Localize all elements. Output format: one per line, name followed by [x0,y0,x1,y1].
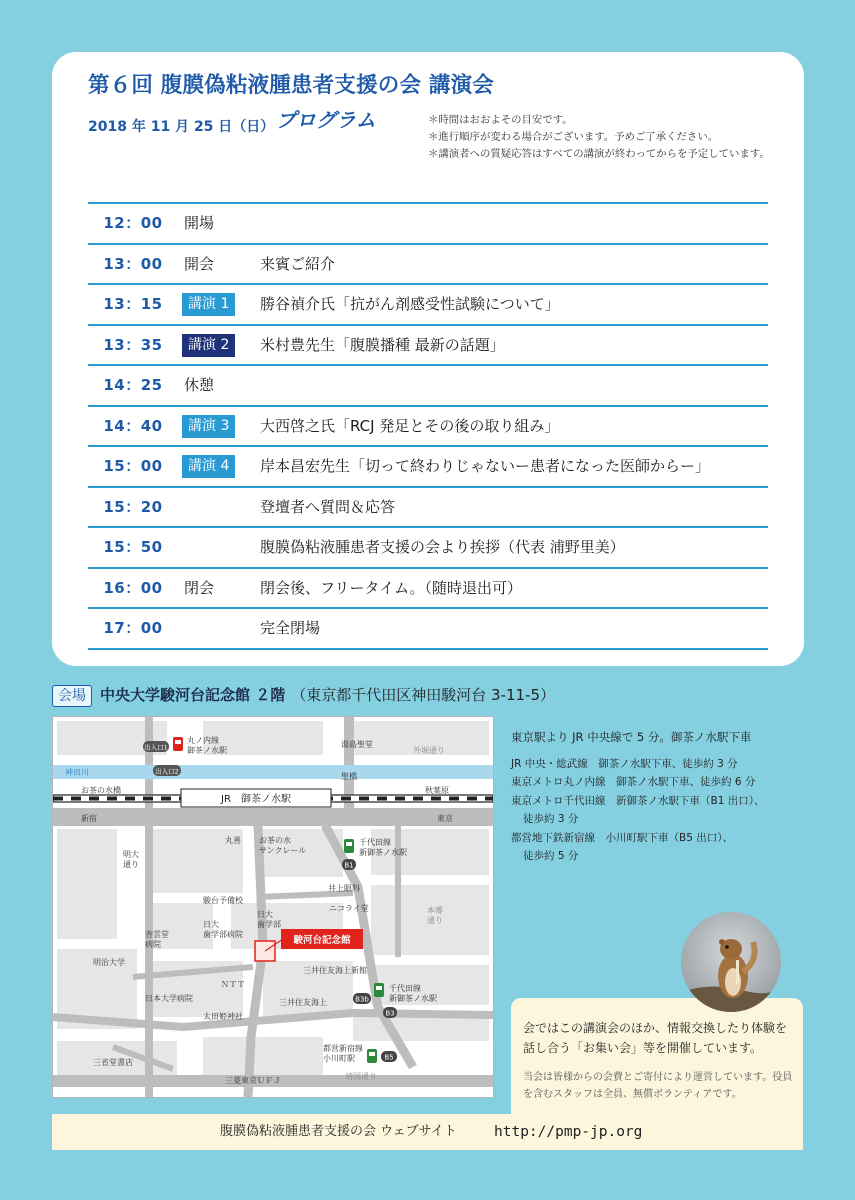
lecture-badge: 講演 2 [182,334,235,357]
map-label: 日大 [203,920,219,929]
map-label-b3b: B3b [355,995,369,1004]
map-label: お茶の水橋 [81,786,121,795]
event-title: 第６回 腹膜偽粘液腫患者支援の会 講演会 [88,73,494,98]
schedule-label: 開場 [184,214,215,232]
schedule-time: 13：00 [103,254,163,273]
map-label: 新御茶ノ水駅 [359,848,407,857]
map-label-exit2: 出入口2 [155,767,179,776]
map-label: ＮＴＴ [221,980,245,989]
info-box [511,998,803,1116]
map-label: 湯島聖堂 [341,740,373,749]
access-line: 都営地下鉄新宿線 小川町駅下車（B5 出口）、 [511,831,733,844]
schedule-time: 13：15 [103,295,163,313]
schedule-time: 17：00 [103,619,163,637]
train-icon [367,1049,377,1063]
map-label: ニコライ堂 [329,904,369,913]
map-label: 小川町駅 [323,1054,355,1063]
schedule-label: 開会 [184,254,215,273]
squirrel-photo [681,912,781,1012]
schedule-row [88,609,768,650]
schedule-time: 14：40 [103,416,163,435]
map-label: 歯学部病院 [203,930,243,939]
schedule-row [88,366,768,407]
schedule-time: 15：20 [103,497,163,516]
schedule-row [88,447,768,488]
schedule-text: 閉会後、フリータイム。（随時退出可） [260,578,523,597]
map-label: 杏雲堂 [145,930,169,939]
access-line: 徒歩約 3 分 [523,813,579,825]
map-label: 秋葉原 [425,786,449,795]
map-label: 歯学部 [257,920,281,929]
map-label: 通り [427,916,443,925]
schedule-row [88,285,768,326]
train-icon [374,983,384,997]
access-line: 東京メトロ丸ノ内線 御茶ノ水駅下車、徒歩約 6 分 [511,776,756,788]
map-label: 丸善 [225,836,241,845]
note-item: ＊進行順序が変わる場合がございます。予めご了承ください。 [428,131,719,143]
schedule-label: 休憩 [184,376,215,394]
schedule-row [88,528,768,569]
map-label: 通り [123,860,139,869]
map-label: お茶の水 [259,836,291,845]
schedule-row [88,569,768,610]
event-date: 2018 年 11 月 25 日（日） [88,119,275,135]
venue-map-label: 駿河台記念館 [293,935,351,946]
train-icon [173,737,183,751]
access-line: JR 中央・総武線 御茶ノ水駅下車、徒歩約 3 分 [511,757,738,770]
venue-line [52,684,555,707]
map-label: 新御茶ノ水駅 [389,994,437,1003]
map-label: 明治大学 [93,958,125,967]
map-label: 聖橋 [341,772,357,781]
website-label: 腹膜偽粘液腫患者支援の会 ウェブサイト [220,1124,457,1139]
note-item: ＊時間はおおよその目安です。 [428,114,573,126]
map-label: 井上眼科 [328,884,360,893]
access-line: 東京メトロ千代田線 新御茶ノ水駅下車（B1 出口）、 [511,794,765,807]
venue-map [52,716,494,1098]
map-label: 東京 [437,814,453,823]
schedule-table [88,202,768,650]
schedule-text: 登壇者へ質問＆応答 [260,497,396,516]
map-label: 明大 [123,850,139,859]
map-label: 日本大学病院 [145,994,193,1003]
schedule-row [88,204,768,245]
note-item: ＊講演者への質疑応答はすべての講演が終わってからを予定しています。 [428,148,770,160]
map-label-jr: JR 御茶ノ水駅 [221,794,291,805]
schedule-time: 12：00 [103,214,163,232]
lecture-badge: 講演 4 [182,455,235,478]
schedule-text: 腹膜偽粘液腫患者支援の会より挨拶（代表 浦野里美） [260,538,625,556]
venue-tag: 会場 [52,685,92,707]
schedule-text: 米村豊先生「腹膜播種 最新の話題」 [260,335,505,354]
schedule-time: 15：50 [103,538,163,556]
schedule-notes [428,112,800,163]
website-url[interactable]: http://pmp-jp.org [494,1124,643,1140]
schedule-row [88,407,768,448]
program-heading: プログラム [276,108,376,132]
info-main: 会ではこの講演会のほか、情報交換したり体験を話し合う「お集い会」等を開催しています。 [523,1021,788,1055]
map-label: 神田川 [65,768,89,777]
schedule-text: 勝谷禎介氏「抗がん剤感受性試験について」 [260,295,560,313]
schedule-row [88,245,768,286]
map-label: 病院 [145,940,161,949]
access-lead: 東京駅より JR 中央線で 5 分。御茶ノ水駅下車 [511,730,752,744]
map-label-exit1: 出入口1 [144,743,168,752]
map-label: 千代田線 [359,838,391,847]
map-label: 太田姫神社 [203,1012,243,1021]
map-label-b3: B3 [385,1009,395,1018]
schedule-text: 岸本昌宏先生「切って終わりじゃないー患者になった医師からー」 [260,457,711,475]
schedule-row [88,488,768,529]
venue-name: 中央大学駿河台記念館 ２階 [100,686,286,704]
schedule-text: 来賓ご紹介 [260,254,336,273]
map-label: 三省堂書店 [93,1058,133,1067]
schedule-label: 閉会 [184,578,215,597]
schedule-time: 15：00 [103,457,163,475]
access-info [511,728,811,866]
schedule-text: 完全閉場 [260,619,321,637]
map-label: 駿台予備校 [203,896,243,905]
lecture-badge: 講演 3 [182,415,235,438]
access-lines [511,755,811,866]
map-label: 靖国通り [345,1072,377,1081]
access-line: 徒歩約 5 分 [523,850,579,862]
map-label: 三井住友海上 [279,998,327,1007]
map-label: 都営新宿線 [323,1044,363,1053]
footer-bar [52,1114,803,1150]
venue-address: （東京都千代田区神田駿河台 3-11-5） [291,686,556,704]
schedule-row [88,326,768,367]
map-label: 三菱東京ＵＦＪ [225,1076,281,1085]
schedule-time: 14：25 [103,376,163,394]
map-label: 御茶ノ水駅 [187,746,227,755]
map-label: 丸ノ内線 [187,736,219,745]
lecture-badge: 講演 1 [182,293,235,316]
schedule-text: 大西啓之氏「RCJ 発足とその後の取り組み」 [260,416,560,435]
info-sub: 当会は皆様からの会費とご寄付により運営しています。役員を含むスタッフは全員、無償ボランティアです。 [523,1072,793,1100]
schedule-time: 13：35 [103,335,163,354]
map-label: 外堀通り [413,746,445,755]
map-label: 日大 [257,910,273,919]
schedule-time: 16：00 [103,578,163,597]
map-label-b1: B1 [344,861,354,870]
map-label: 新宿 [81,814,97,823]
map-label: 三井住友海上新館 [303,966,367,975]
map-label: 本郷 [427,906,443,915]
train-icon [344,839,354,853]
program-card [52,52,804,666]
map-label-b5: B5 [384,1053,394,1062]
map-label: 千代田線 [389,984,421,993]
map-label: サンクレール [259,846,307,855]
